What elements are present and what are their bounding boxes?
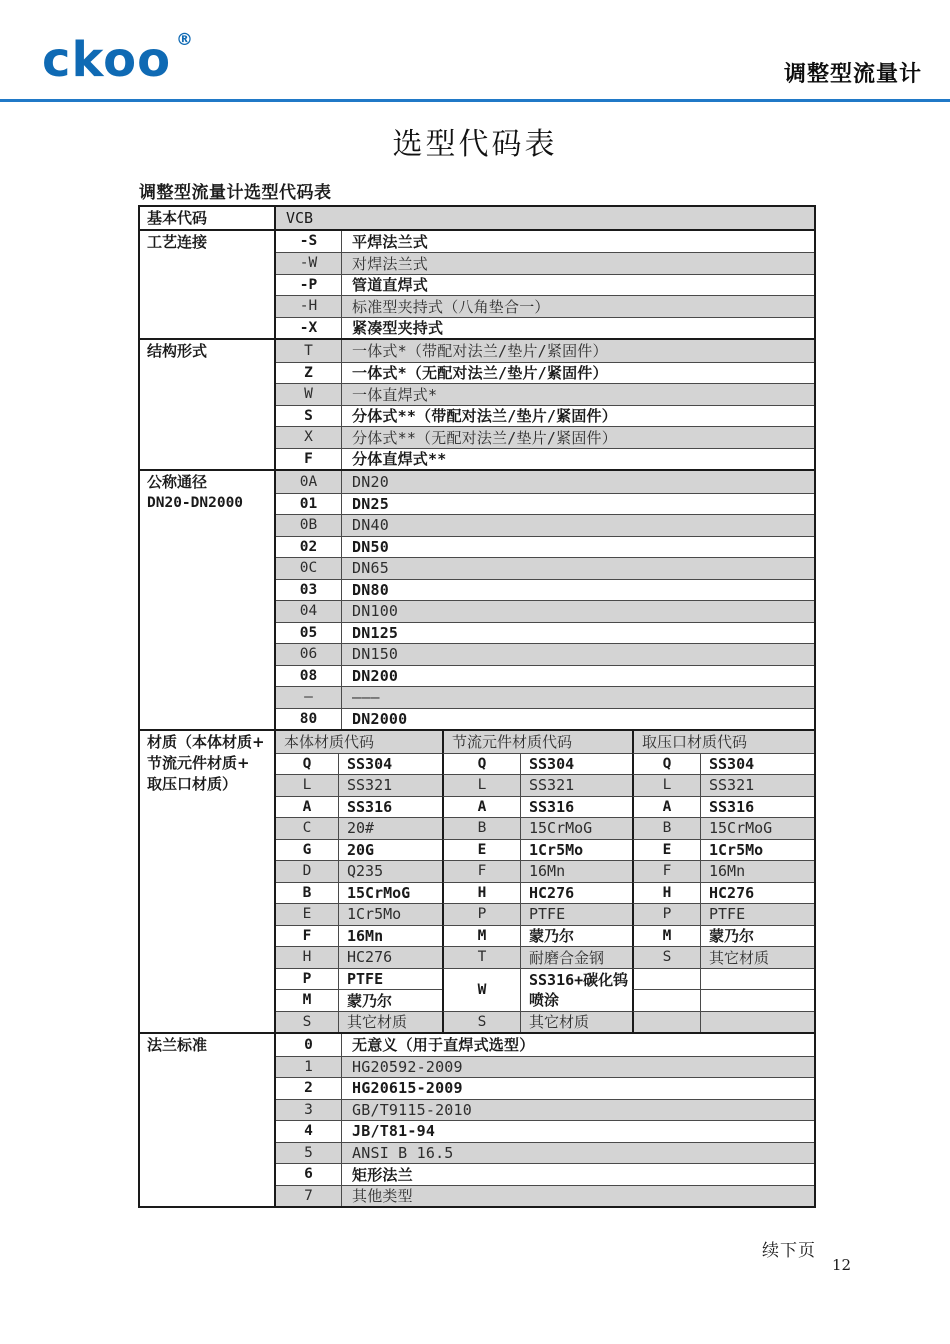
section-rows xyxy=(276,231,814,339)
desc-cell: DN150 xyxy=(352,645,399,664)
code-cell: — xyxy=(276,687,342,708)
table-row xyxy=(276,686,814,708)
desc-cell: 矩形法兰 xyxy=(352,1165,413,1184)
base-code-label: 基本代码 xyxy=(140,207,276,229)
material-code-cell: B xyxy=(276,882,338,904)
table-row xyxy=(276,1034,814,1056)
table-row xyxy=(276,579,814,601)
material-code-cell: A xyxy=(442,796,520,818)
material-code-cell: S xyxy=(276,1011,338,1033)
desc-cell: DN40 xyxy=(352,516,389,535)
material-name-cell: SS321 xyxy=(338,774,442,796)
page-title: 选型代码表 xyxy=(392,127,558,162)
registered-trademark-icon: ® xyxy=(176,30,195,50)
code-cell: 7 xyxy=(276,1186,342,1207)
code-cell: 80 xyxy=(276,709,342,730)
desc-cell: 分体直焊式** xyxy=(352,450,447,469)
category-cell xyxy=(140,731,276,1032)
code-cell: 01 xyxy=(276,494,342,515)
table-row xyxy=(276,405,814,427)
table-row xyxy=(276,708,814,730)
table-row xyxy=(276,1142,814,1164)
material-name-cell: 15CrMoG xyxy=(338,882,442,904)
desc-cell: DN80 xyxy=(352,580,389,599)
material-name-cell: SS316 xyxy=(338,796,442,818)
material-code-cell: S xyxy=(632,946,700,968)
page-number: 12 xyxy=(832,1256,852,1274)
desc-cell: 分体式**（带配对法兰/垫片/紧固件） xyxy=(352,407,617,426)
table-row xyxy=(276,317,814,339)
code-cell: W xyxy=(276,384,342,405)
material-name-cell: 蒙乃尔 xyxy=(700,925,814,947)
material-code-cell: E xyxy=(632,839,700,861)
code-cell: Z xyxy=(276,363,342,384)
code-cell: 3 xyxy=(276,1100,342,1121)
table-row xyxy=(276,1120,814,1142)
material-name-cell: PTFE xyxy=(338,968,442,990)
code-cell: 0 xyxy=(276,1034,342,1056)
material-name-cell: SS316 xyxy=(520,796,632,818)
material-code-cell: Q xyxy=(276,753,338,775)
desc-cell: GB/T9115-2010 xyxy=(352,1100,472,1119)
material-name-cell: HC276 xyxy=(520,882,632,904)
material-name-cell: 16Mn xyxy=(338,925,442,947)
desc-cell: DN50 xyxy=(352,537,389,556)
desc-cell: ANSI B 16.5 xyxy=(352,1143,454,1162)
material-name-cell: 16Mn xyxy=(700,860,814,882)
table-row xyxy=(276,536,814,558)
category-label-line: 节流元件材质+ xyxy=(147,754,250,772)
table-row xyxy=(276,340,814,362)
code-cell: 2 xyxy=(276,1078,342,1099)
material-group-header: 取压口材质代码 xyxy=(632,731,814,753)
material-code-cell: E xyxy=(442,839,520,861)
desc-cell: 对焊法兰式 xyxy=(352,254,429,273)
material-code-cell: C xyxy=(276,817,338,839)
code-cell: 4 xyxy=(276,1121,342,1142)
desc-cell: DN125 xyxy=(352,623,399,642)
category-label-line: 材质（本体材质+ xyxy=(147,733,265,751)
category-cell xyxy=(140,471,276,729)
material-code-cell xyxy=(632,968,700,990)
code-cell: -S xyxy=(276,231,342,253)
category-cell xyxy=(140,340,276,469)
material-code-cell: A xyxy=(276,796,338,818)
material-name-cell: 20G xyxy=(338,839,442,861)
code-cell: 06 xyxy=(276,644,342,665)
continued-next-page-note: 续下页 xyxy=(762,1241,816,1261)
company-logo xyxy=(42,30,195,88)
category-cell xyxy=(140,231,276,339)
desc-cell: DN100 xyxy=(352,602,399,621)
material-code-cell: T xyxy=(442,946,520,968)
category-label-line: 结构形式 xyxy=(147,342,208,360)
code-cell: 02 xyxy=(276,537,342,558)
material-name-cell: SS304 xyxy=(520,753,632,775)
table-row xyxy=(276,557,814,579)
material-name-cell: 蒙乃尔 xyxy=(338,989,442,1011)
material-grid xyxy=(276,731,814,1032)
code-cell: F xyxy=(276,449,342,470)
material-code-cell: A xyxy=(632,796,700,818)
table-row xyxy=(276,1185,814,1207)
material-code-cell: B xyxy=(442,817,520,839)
table-row xyxy=(276,643,814,665)
desc-cell: 标准型夹持式（八角垫合一） xyxy=(352,297,550,316)
code-cell: -P xyxy=(276,275,342,296)
table-sections xyxy=(140,229,814,1207)
desc-cell: 其他类型 xyxy=(352,1187,413,1206)
desc-cell: JB/T81-94 xyxy=(352,1122,436,1141)
table-row xyxy=(276,383,814,405)
logo-text: ckoo xyxy=(42,32,172,88)
table-row xyxy=(276,362,814,384)
table-section-nominal-diameter xyxy=(140,469,814,729)
selection-code-table xyxy=(138,205,816,1208)
table-row xyxy=(276,295,814,317)
base-code-value: VCB xyxy=(286,208,314,227)
base-code-row xyxy=(140,207,814,229)
material-name-cell: 20# xyxy=(338,817,442,839)
material-code-cell: Q xyxy=(442,753,520,775)
desc-cell: 分体式**（无配对法兰/垫片/紧固件） xyxy=(352,428,617,447)
material-name-cell xyxy=(700,968,814,990)
code-cell: -W xyxy=(276,253,342,274)
material-name-cell xyxy=(700,1011,814,1033)
material-code-cell: L xyxy=(276,774,338,796)
desc-cell: DN65 xyxy=(352,559,389,578)
category-label-line: 取压口材质） xyxy=(147,775,238,793)
material-code-cell: Q xyxy=(632,753,700,775)
material-name-cell: 1Cr5Mo xyxy=(520,839,632,861)
table-row xyxy=(276,600,814,622)
document-type-label: 调整型流量计 xyxy=(783,62,922,87)
code-cell: S xyxy=(276,406,342,427)
table-row xyxy=(276,1099,814,1121)
material-code-cell: L xyxy=(632,774,700,796)
material-group-header: 节流元件材质代码 xyxy=(442,731,632,753)
code-cell: 0A xyxy=(276,471,342,493)
category-label-line: 公称通径 xyxy=(147,473,208,491)
material-name-line: SS316+碳化钨 xyxy=(529,970,629,989)
material-code-cell: M xyxy=(442,925,520,947)
material-name-cell: 其它材质 xyxy=(700,946,814,968)
material-name-cell: 其它材质 xyxy=(520,1011,632,1033)
material-name-cell: SS321 xyxy=(520,774,632,796)
table-row xyxy=(276,622,814,644)
category-label-line: DN20-DN2000 xyxy=(147,495,244,511)
material-code-cell: F xyxy=(632,860,700,882)
code-cell: 0B xyxy=(276,515,342,536)
material-code-cell: H xyxy=(276,946,338,968)
code-cell: 05 xyxy=(276,623,342,644)
desc-cell: 管道直焊式 xyxy=(352,276,429,295)
material-group-header: 本体材质代码 xyxy=(276,731,442,753)
code-cell: 03 xyxy=(276,580,342,601)
desc-cell: ——— xyxy=(352,688,380,707)
material-code-cell: P xyxy=(442,903,520,925)
material-code-cell: G xyxy=(276,839,338,861)
desc-cell: 一体式*（无配对法兰/垫片/紧固件） xyxy=(352,364,608,383)
desc-cell: 一体式*（带配对法兰/垫片/紧固件） xyxy=(352,342,608,361)
material-code-cell: W xyxy=(442,968,520,1011)
material-name-cell: SS316 xyxy=(700,796,814,818)
desc-cell: HG20592-2009 xyxy=(352,1057,463,1076)
material-code-cell: F xyxy=(276,925,338,947)
desc-cell: DN200 xyxy=(352,666,399,685)
table-row xyxy=(276,471,814,493)
material-name-cell xyxy=(520,968,632,1011)
code-cell: 0C xyxy=(276,558,342,579)
material-code-cell: M xyxy=(632,925,700,947)
material-name-cell: SS304 xyxy=(700,753,814,775)
material-code-cell: P xyxy=(632,903,700,925)
material-name-line: 喷涂 xyxy=(529,990,560,1009)
material-code-cell: D xyxy=(276,860,338,882)
desc-cell: 无意义（用于直焊式选型） xyxy=(352,1036,535,1055)
table-section-process-connection xyxy=(140,229,814,339)
material-code-cell: L xyxy=(442,774,520,796)
material-name-cell: PTFE xyxy=(700,903,814,925)
table-row xyxy=(276,1077,814,1099)
table-row xyxy=(276,448,814,470)
material-name-cell: Q235 xyxy=(338,860,442,882)
table-caption: 调整型流量计选型代码表 xyxy=(139,183,332,203)
desc-cell: 一体直焊式* xyxy=(352,385,438,404)
material-code-cell: E xyxy=(276,903,338,925)
section-rows xyxy=(276,340,814,469)
header-divider xyxy=(0,99,950,102)
code-cell: 6 xyxy=(276,1164,342,1185)
material-name-cell: SS321 xyxy=(700,774,814,796)
material-code-cell: S xyxy=(442,1011,520,1033)
desc-cell: HG20615-2009 xyxy=(352,1079,463,1098)
material-code-cell: P xyxy=(276,968,338,990)
desc-cell: 平焊法兰式 xyxy=(352,232,429,251)
material-name-cell: HC276 xyxy=(700,882,814,904)
table-row xyxy=(276,252,814,274)
code-cell: T xyxy=(276,340,342,362)
material-name-cell: 16Mn xyxy=(520,860,632,882)
code-cell: 5 xyxy=(276,1143,342,1164)
material-name-cell: 15CrMoG xyxy=(700,817,814,839)
material-code-cell xyxy=(632,989,700,1011)
material-name-cell: PTFE xyxy=(520,903,632,925)
code-cell: -H xyxy=(276,296,342,317)
material-code-cell xyxy=(632,1011,700,1033)
material-name-cell: 15CrMoG xyxy=(520,817,632,839)
material-code-cell: F xyxy=(442,860,520,882)
desc-cell: DN20 xyxy=(352,472,389,491)
table-section-flange-standard xyxy=(140,1032,814,1206)
table-row xyxy=(276,1163,814,1185)
table-row xyxy=(276,665,814,687)
table-row xyxy=(276,493,814,515)
material-name-cell xyxy=(700,989,814,1011)
material-code-cell: H xyxy=(632,882,700,904)
table-row xyxy=(276,231,814,253)
category-cell xyxy=(140,1034,276,1206)
table-section-structure-form xyxy=(140,338,814,469)
table-row xyxy=(276,274,814,296)
table-row xyxy=(276,1056,814,1078)
table-section-material xyxy=(140,729,814,1032)
material-name-cell: HC276 xyxy=(338,946,442,968)
code-cell: -X xyxy=(276,318,342,339)
desc-cell: 紧凑型夹持式 xyxy=(352,319,444,338)
material-name-cell: 其它材质 xyxy=(338,1011,442,1033)
section-rows xyxy=(276,1034,814,1206)
desc-cell: DN2000 xyxy=(352,709,408,728)
material-name-cell: 1Cr5Mo xyxy=(338,903,442,925)
table-row xyxy=(276,426,814,448)
material-name-cell: 耐磨合金钢 xyxy=(520,946,632,968)
material-name-cell: 1Cr5Mo xyxy=(700,839,814,861)
code-cell: 08 xyxy=(276,666,342,687)
code-cell: 1 xyxy=(276,1057,342,1078)
material-name-cell: SS304 xyxy=(338,753,442,775)
code-cell: 04 xyxy=(276,601,342,622)
material-code-cell: H xyxy=(442,882,520,904)
material-code-cell: B xyxy=(632,817,700,839)
section-rows xyxy=(276,471,814,729)
table-row xyxy=(276,514,814,536)
desc-cell: DN25 xyxy=(352,494,389,513)
category-label-line: 法兰标准 xyxy=(147,1036,208,1054)
material-name-cell: 蒙乃尔 xyxy=(520,925,632,947)
category-label-line: 工艺连接 xyxy=(147,232,208,251)
code-cell: X xyxy=(276,427,342,448)
material-code-cell: M xyxy=(276,989,338,1011)
